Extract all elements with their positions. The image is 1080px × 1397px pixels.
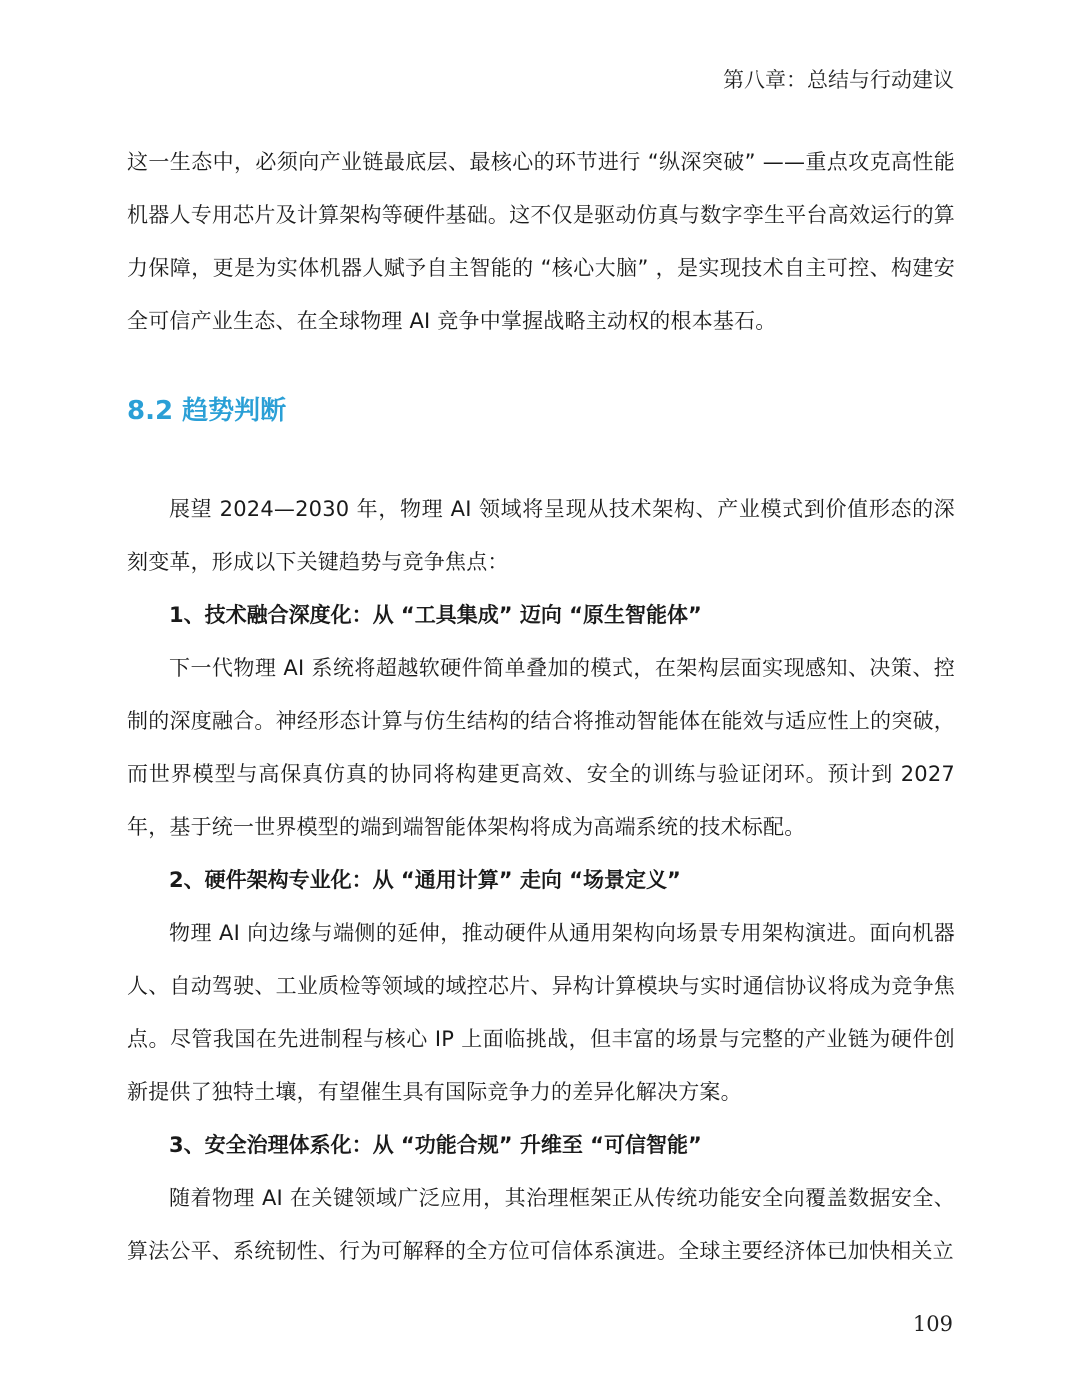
trend-3-title: 3、安全治理体系化：从 “功能合规” 升维至 “可信智能” [169,1133,702,1157]
section-lead-paragraph: 展望 2024—2030 年，物理 AI 领域将呈现从技术架构、产业模式到价值形态的深刻变革，形成以下关键趋势与竞争焦点： [127,497,955,574]
section-body [127,483,955,1278]
section-heading: 8.2 趋势判断 [127,396,287,426]
trend-3-body: 随着物理 AI 在关键领域广泛应用，其治理框架正从传统功能安全向覆盖数据安全、算法公平、系统韧性、行为可解释的全方位可信体系演进。全球主要经济体已加快相关立 [127,1186,955,1263]
trend-1-title: 1、技术融合深度化：从 “工具集成” 迈向 “原生智能体” [169,603,702,627]
trend-2-title: 2、硬件架构专业化：从 “通用计算” 走向 “场景定义” [169,868,681,892]
trend-2-body: 物理 AI 向边缘与端侧的延伸，推动硬件从通用架构向场景专用架构演进。面向机器人、自动驾驶、工业质检等领域的域控芯片、异构计算模块与实时通信协议将成为竞争焦点。尽管我国在先进制程与核心 IP 上面临挑战，但丰富的场景与完整的产业链为硬件创新提供了独特土壤，有望催生具有国际竞争力的差异化解决方案。 [127,921,955,1104]
trend-1-body: 下一代物理 AI 系统将超越软硬件简单叠加的模式，在架构层面实现感知、决策、控制的深度融合。神经形态计算与仿生结构的结合将推动智能体在能效与适应性上的突破，而世界模型与高保真仿真的协同将构建更高效、安全的训练与验证闭环。预计到 2027 年，基于统一世界模型的端到端智能体架构将成为高端系统的技术标配。 [127,656,955,839]
running-header-chapter-title: 第八章：总结与行动建议 [723,68,954,92]
page-number: 109 [912,1312,953,1336]
intro-paragraph: 这一生态中，必须向产业链最底层、最核心的环节进行 “纵深突破” ——重点攻克高性能机器人专用芯片及计算架构等硬件基础。这不仅是驱动仿真与数字孪生平台高效运行的算力保障，更是为实体机器人赋予自主智能的 “核心大脑” ，是实现技术自主可控、构建安全可信产业生态、在全球物理 AI 竞争中掌握战略主动权的根本基石。 [127,150,955,333]
